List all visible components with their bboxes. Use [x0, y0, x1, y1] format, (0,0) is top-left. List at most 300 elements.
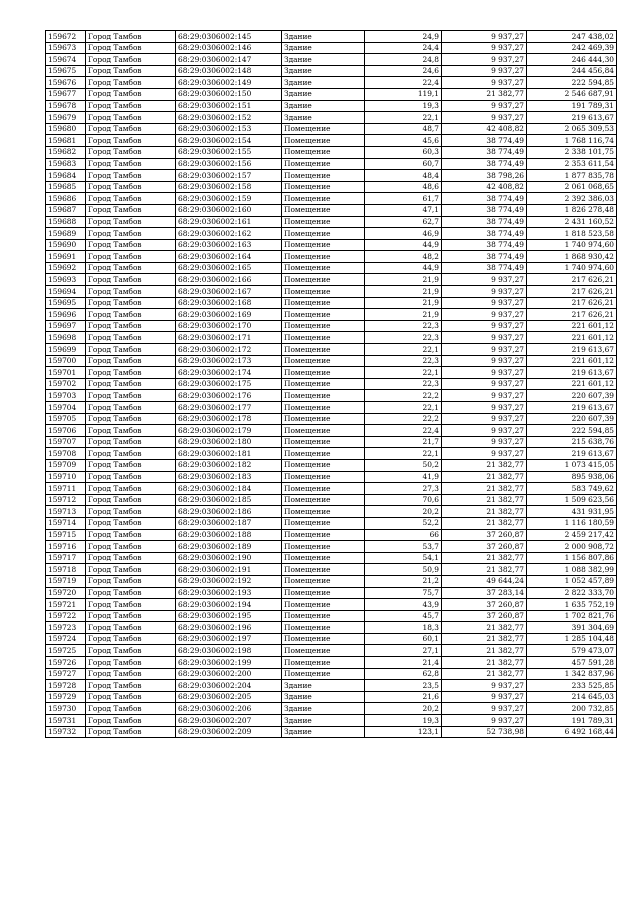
specific-value-cell: 21 382,77 [442, 668, 527, 680]
table-row [46, 135, 617, 147]
specific-value-cell: 37 260,87 [442, 529, 527, 541]
cadastral-number-cell: 68:29:0306002:186 [176, 506, 282, 518]
cadastral-value-cell: 6 492 168,44 [527, 726, 617, 738]
city-cell: Город Тамбов [86, 193, 176, 205]
table-row [46, 286, 617, 298]
table-body [46, 31, 617, 738]
area-cell: 48,2 [365, 251, 442, 263]
cadastral-value-cell: 2 459 217,42 [527, 529, 617, 541]
row-number-cell: 159700 [46, 355, 86, 367]
city-cell: Город Тамбов [86, 494, 176, 506]
object-type-cell: Помещение [282, 425, 365, 437]
table-row [46, 715, 617, 727]
city-cell: Город Тамбов [86, 77, 176, 89]
cadastral-number-cell: 68:29:0306002:148 [176, 65, 282, 77]
table-row [46, 181, 617, 193]
cadastral-value-cell: 242 469,39 [527, 42, 617, 54]
cadastral-value-cell: 1 073 415,05 [527, 459, 617, 471]
area-cell: 21,9 [365, 309, 442, 321]
specific-value-cell: 42 408,82 [442, 123, 527, 135]
cadastral-value-cell: 217 626,21 [527, 297, 617, 309]
row-number-cell: 159732 [46, 726, 86, 738]
cadastral-value-cell: 2 392 386,03 [527, 193, 617, 205]
cadastral-number-cell: 68:29:0306002:160 [176, 204, 282, 216]
row-number-cell: 159726 [46, 657, 86, 669]
specific-value-cell: 21 382,77 [442, 483, 527, 495]
row-number-cell: 159677 [46, 88, 86, 100]
cadastral-value-cell: 1 818 523,58 [527, 228, 617, 240]
object-type-cell: Здание [282, 42, 365, 54]
row-number-cell: 159682 [46, 146, 86, 158]
table-row [46, 262, 617, 274]
city-cell: Город Тамбов [86, 31, 176, 43]
table-row [46, 494, 617, 506]
cadastral-value-cell: 1 285 104,48 [527, 633, 617, 645]
city-cell: Город Тамбов [86, 309, 176, 321]
area-cell: 22,2 [365, 413, 442, 425]
row-number-cell: 159683 [46, 158, 86, 170]
row-number-cell: 159731 [46, 715, 86, 727]
table-row [46, 146, 617, 158]
city-cell: Город Тамбов [86, 448, 176, 460]
row-number-cell: 159673 [46, 42, 86, 54]
row-number-cell: 159696 [46, 309, 86, 321]
specific-value-cell: 9 937,27 [442, 402, 527, 414]
object-type-cell: Помещение [282, 123, 365, 135]
specific-value-cell: 9 937,27 [442, 344, 527, 356]
area-cell: 22,2 [365, 390, 442, 402]
cadastral-value-cell: 220 607,39 [527, 390, 617, 402]
city-cell: Город Тамбов [86, 135, 176, 147]
object-type-cell: Помещение [282, 564, 365, 576]
table-row [46, 228, 617, 240]
cadastral-number-cell: 68:29:0306002:151 [176, 100, 282, 112]
table-row [46, 390, 617, 402]
cadastral-number-cell: 68:29:0306002:166 [176, 274, 282, 286]
object-type-cell: Здание [282, 726, 365, 738]
cadastral-number-cell: 68:29:0306002:196 [176, 622, 282, 634]
area-cell: 53,7 [365, 541, 442, 553]
row-number-cell: 159722 [46, 610, 86, 622]
cadastral-value-cell: 1 635 752,19 [527, 599, 617, 611]
cadastral-value-cell: 1 868 930,42 [527, 251, 617, 263]
object-type-cell: Здание [282, 691, 365, 703]
city-cell: Город Тамбов [86, 436, 176, 448]
city-cell: Город Тамбов [86, 610, 176, 622]
table-row [46, 88, 617, 100]
row-number-cell: 159713 [46, 506, 86, 518]
row-number-cell: 159685 [46, 181, 86, 193]
area-cell: 21,6 [365, 691, 442, 703]
specific-value-cell: 21 382,77 [442, 88, 527, 100]
specific-value-cell: 21 382,77 [442, 494, 527, 506]
area-cell: 41,9 [365, 471, 442, 483]
row-number-cell: 159688 [46, 216, 86, 228]
cadastral-number-cell: 68:29:0306002:191 [176, 564, 282, 576]
cadastral-number-cell: 68:29:0306002:199 [176, 657, 282, 669]
cadastral-number-cell: 68:29:0306002:145 [176, 31, 282, 43]
specific-value-cell: 9 937,27 [442, 448, 527, 460]
specific-value-cell: 38 774,49 [442, 228, 527, 240]
table-row [46, 657, 617, 669]
specific-value-cell: 21 382,77 [442, 552, 527, 564]
cadastral-value-cell: 217 626,21 [527, 286, 617, 298]
cadastral-number-cell: 68:29:0306002:182 [176, 459, 282, 471]
object-type-cell: Помещение [282, 610, 365, 622]
city-cell: Город Тамбов [86, 378, 176, 390]
cadastral-number-cell: 68:29:0306002:163 [176, 239, 282, 251]
row-number-cell: 159697 [46, 320, 86, 332]
area-cell: 24,6 [365, 65, 442, 77]
table-row [46, 297, 617, 309]
object-type-cell: Здание [282, 31, 365, 43]
cadastral-number-cell: 68:29:0306002:189 [176, 541, 282, 553]
specific-value-cell: 49 644,24 [442, 575, 527, 587]
city-cell: Город Тамбов [86, 344, 176, 356]
city-cell: Город Тамбов [86, 170, 176, 182]
row-number-cell: 159675 [46, 65, 86, 77]
table-row [46, 344, 617, 356]
specific-value-cell: 21 382,77 [442, 633, 527, 645]
object-type-cell: Помещение [282, 633, 365, 645]
object-type-cell: Помещение [282, 541, 365, 553]
table-row [46, 355, 617, 367]
row-number-cell: 159687 [46, 204, 86, 216]
table-row [46, 483, 617, 495]
area-cell: 50,9 [365, 564, 442, 576]
area-cell: 22,3 [365, 320, 442, 332]
row-number-cell: 159716 [46, 541, 86, 553]
cadastral-number-cell: 68:29:0306002:159 [176, 193, 282, 205]
object-type-cell: Помещение [282, 193, 365, 205]
city-cell: Город Тамбов [86, 529, 176, 541]
cadastral-value-cell: 244 456,84 [527, 65, 617, 77]
row-number-cell: 159721 [46, 599, 86, 611]
area-cell: 60,3 [365, 146, 442, 158]
specific-value-cell: 9 937,27 [442, 54, 527, 66]
city-cell: Город Тамбов [86, 390, 176, 402]
table-row [46, 448, 617, 460]
table-row [46, 413, 617, 425]
table-row [46, 378, 617, 390]
cadastral-number-cell: 68:29:0306002:177 [176, 402, 282, 414]
cadastral-value-cell: 391 304,69 [527, 622, 617, 634]
city-cell: Город Тамбов [86, 54, 176, 66]
row-number-cell: 159729 [46, 691, 86, 703]
area-cell: 19,3 [365, 715, 442, 727]
city-cell: Город Тамбов [86, 715, 176, 727]
cadastral-value-cell: 583 749,62 [527, 483, 617, 495]
cadastral-value-cell: 221 601,12 [527, 378, 617, 390]
specific-value-cell: 37 283,14 [442, 587, 527, 599]
specific-value-cell: 37 260,87 [442, 610, 527, 622]
table-row [46, 506, 617, 518]
row-number-cell: 159680 [46, 123, 86, 135]
object-type-cell: Помещение [282, 332, 365, 344]
area-cell: 21,9 [365, 297, 442, 309]
city-cell: Город Тамбов [86, 100, 176, 112]
cadastral-number-cell: 68:29:0306002:194 [176, 599, 282, 611]
object-type-cell: Помещение [282, 344, 365, 356]
city-cell: Город Тамбов [86, 42, 176, 54]
object-type-cell: Помещение [282, 390, 365, 402]
specific-value-cell: 42 408,82 [442, 181, 527, 193]
object-type-cell: Здание [282, 65, 365, 77]
city-cell: Город Тамбов [86, 297, 176, 309]
row-number-cell: 159704 [46, 402, 86, 414]
cadastral-value-cell: 1 826 278,48 [527, 204, 617, 216]
cadastral-value-cell: 247 438,02 [527, 31, 617, 43]
row-number-cell: 159725 [46, 645, 86, 657]
specific-value-cell: 9 937,27 [442, 274, 527, 286]
cadastral-number-cell: 68:29:0306002:170 [176, 320, 282, 332]
cadastral-number-cell: 68:29:0306002:172 [176, 344, 282, 356]
cadastral-value-cell: 1 877 835,78 [527, 170, 617, 182]
cadastral-number-cell: 68:29:0306002:193 [176, 587, 282, 599]
cadastral-value-cell: 233 525,85 [527, 680, 617, 692]
cadastral-value-cell: 457 591,28 [527, 657, 617, 669]
cadastral-number-cell: 68:29:0306002:180 [176, 436, 282, 448]
table-row [46, 251, 617, 263]
cadastral-value-cell: 2 065 309,53 [527, 123, 617, 135]
specific-value-cell: 9 937,27 [442, 65, 527, 77]
object-type-cell: Помещение [282, 575, 365, 587]
table-row [46, 633, 617, 645]
cadastral-value-cell: 1 740 974,60 [527, 262, 617, 274]
table-row [46, 552, 617, 564]
object-type-cell: Здание [282, 88, 365, 100]
table-row [46, 31, 617, 43]
cadastral-number-cell: 68:29:0306002:168 [176, 297, 282, 309]
cadastral-number-cell: 68:29:0306002:204 [176, 680, 282, 692]
city-cell: Город Тамбов [86, 216, 176, 228]
specific-value-cell: 9 937,27 [442, 715, 527, 727]
city-cell: Город Тамбов [86, 402, 176, 414]
cadastral-number-cell: 68:29:0306002:187 [176, 517, 282, 529]
row-number-cell: 159708 [46, 448, 86, 460]
row-number-cell: 159686 [46, 193, 86, 205]
row-number-cell: 159710 [46, 471, 86, 483]
area-cell: 44,9 [365, 262, 442, 274]
city-cell: Город Тамбов [86, 599, 176, 611]
city-cell: Город Тамбов [86, 204, 176, 216]
cadastral-number-cell: 68:29:0306002:183 [176, 471, 282, 483]
city-cell: Город Тамбов [86, 633, 176, 645]
object-type-cell: Помещение [282, 135, 365, 147]
table-row [46, 332, 617, 344]
cadastral-number-cell: 68:29:0306002:184 [176, 483, 282, 495]
area-cell: 22,1 [365, 112, 442, 124]
object-type-cell: Помещение [282, 517, 365, 529]
city-cell: Город Тамбов [86, 668, 176, 680]
specific-value-cell: 9 937,27 [442, 100, 527, 112]
table-row [46, 158, 617, 170]
row-number-cell: 159678 [46, 100, 86, 112]
specific-value-cell: 21 382,77 [442, 459, 527, 471]
cadastral-number-cell: 68:29:0306002:167 [176, 286, 282, 298]
object-type-cell: Помещение [282, 402, 365, 414]
city-cell: Город Тамбов [86, 587, 176, 599]
object-type-cell: Здание [282, 100, 365, 112]
object-type-cell: Помещение [282, 448, 365, 460]
object-type-cell: Помещение [282, 471, 365, 483]
object-type-cell: Помещение [282, 459, 365, 471]
table-row [46, 622, 617, 634]
city-cell: Город Тамбов [86, 517, 176, 529]
specific-value-cell: 9 937,27 [442, 390, 527, 402]
specific-value-cell: 21 382,77 [442, 645, 527, 657]
row-number-cell: 159718 [46, 564, 86, 576]
cadastral-value-cell: 1 342 837,96 [527, 668, 617, 680]
specific-value-cell: 9 937,27 [442, 31, 527, 43]
object-type-cell: Помещение [282, 587, 365, 599]
cadastral-value-cell: 2 000 908,72 [527, 541, 617, 553]
row-number-cell: 159693 [46, 274, 86, 286]
cadastral-number-cell: 68:29:0306002:209 [176, 726, 282, 738]
city-cell: Город Тамбов [86, 123, 176, 135]
cadastral-number-cell: 68:29:0306002:147 [176, 54, 282, 66]
cadastral-value-cell: 219 613,67 [527, 402, 617, 414]
specific-value-cell: 38 774,49 [442, 193, 527, 205]
specific-value-cell: 9 937,27 [442, 355, 527, 367]
cadastral-number-cell: 68:29:0306002:192 [176, 575, 282, 587]
cadastral-number-cell: 68:29:0306002:153 [176, 123, 282, 135]
row-number-cell: 159727 [46, 668, 86, 680]
cadastral-number-cell: 68:29:0306002:197 [176, 633, 282, 645]
area-cell: 48,6 [365, 181, 442, 193]
cadastral-value-cell: 221 601,12 [527, 320, 617, 332]
specific-value-cell: 38 774,49 [442, 146, 527, 158]
object-type-cell: Помещение [282, 413, 365, 425]
area-cell: 119,1 [365, 88, 442, 100]
cadastral-number-cell: 68:29:0306002:174 [176, 367, 282, 379]
row-number-cell: 159692 [46, 262, 86, 274]
cadastral-number-cell: 68:29:0306002:165 [176, 262, 282, 274]
cadastral-number-cell: 68:29:0306002:154 [176, 135, 282, 147]
data-table [45, 30, 617, 738]
object-type-cell: Помещение [282, 668, 365, 680]
specific-value-cell: 9 937,27 [442, 367, 527, 379]
specific-value-cell: 38 774,49 [442, 239, 527, 251]
cadastral-value-cell: 191 789,31 [527, 715, 617, 727]
cadastral-number-cell: 68:29:0306002:169 [176, 309, 282, 321]
specific-value-cell: 38 798,26 [442, 170, 527, 182]
specific-value-cell: 38 774,49 [442, 158, 527, 170]
table-row [46, 239, 617, 251]
city-cell: Город Тамбов [86, 506, 176, 518]
row-number-cell: 159724 [46, 633, 86, 645]
specific-value-cell: 9 937,27 [442, 703, 527, 715]
table-row [46, 668, 617, 680]
table-row [46, 425, 617, 437]
city-cell: Город Тамбов [86, 552, 176, 564]
area-cell: 21,2 [365, 575, 442, 587]
cadastral-value-cell: 221 601,12 [527, 355, 617, 367]
cadastral-value-cell: 220 607,39 [527, 413, 617, 425]
area-cell: 22,4 [365, 77, 442, 89]
cadastral-value-cell: 214 645,03 [527, 691, 617, 703]
city-cell: Город Тамбов [86, 645, 176, 657]
object-type-cell: Помещение [282, 483, 365, 495]
object-type-cell: Здание [282, 703, 365, 715]
area-cell: 45,6 [365, 135, 442, 147]
object-type-cell: Помещение [282, 367, 365, 379]
city-cell: Город Тамбов [86, 541, 176, 553]
row-number-cell: 159689 [46, 228, 86, 240]
area-cell: 45,7 [365, 610, 442, 622]
specific-value-cell: 52 738,98 [442, 726, 527, 738]
city-cell: Город Тамбов [86, 459, 176, 471]
area-cell: 22,3 [365, 355, 442, 367]
area-cell: 62,7 [365, 216, 442, 228]
cadastral-number-cell: 68:29:0306002:205 [176, 691, 282, 703]
area-cell: 54,1 [365, 552, 442, 564]
area-cell: 27,1 [365, 645, 442, 657]
area-cell: 22,1 [365, 367, 442, 379]
table-row [46, 599, 617, 611]
specific-value-cell: 21 382,77 [442, 517, 527, 529]
city-cell: Город Тамбов [86, 471, 176, 483]
specific-value-cell: 38 774,49 [442, 135, 527, 147]
row-number-cell: 159714 [46, 517, 86, 529]
table-row [46, 691, 617, 703]
cadastral-value-cell: 2 338 101,75 [527, 146, 617, 158]
object-type-cell: Здание [282, 77, 365, 89]
row-number-cell: 159728 [46, 680, 86, 692]
object-type-cell: Помещение [282, 239, 365, 251]
row-number-cell: 159723 [46, 622, 86, 634]
area-cell: 22,1 [365, 448, 442, 460]
area-cell: 48,7 [365, 123, 442, 135]
cadastral-number-cell: 68:29:0306002:149 [176, 77, 282, 89]
specific-value-cell: 21 382,77 [442, 657, 527, 669]
object-type-cell: Помещение [282, 645, 365, 657]
table-row [46, 54, 617, 66]
row-number-cell: 159712 [46, 494, 86, 506]
area-cell: 22,3 [365, 378, 442, 390]
specific-value-cell: 9 937,27 [442, 332, 527, 344]
city-cell: Город Тамбов [86, 332, 176, 344]
object-type-cell: Помещение [282, 599, 365, 611]
area-cell: 123,1 [365, 726, 442, 738]
area-cell: 60,7 [365, 158, 442, 170]
cadastral-number-cell: 68:29:0306002:155 [176, 146, 282, 158]
area-cell: 47,1 [365, 204, 442, 216]
city-cell: Город Тамбов [86, 680, 176, 692]
area-cell: 21,7 [365, 436, 442, 448]
specific-value-cell: 9 937,27 [442, 436, 527, 448]
city-cell: Город Тамбов [86, 657, 176, 669]
row-number-cell: 159702 [46, 378, 86, 390]
table-row [46, 610, 617, 622]
area-cell: 22,1 [365, 344, 442, 356]
city-cell: Город Тамбов [86, 286, 176, 298]
city-cell: Город Тамбов [86, 251, 176, 263]
table-row [46, 471, 617, 483]
area-cell: 22,3 [365, 332, 442, 344]
table-row [46, 529, 617, 541]
cadastral-value-cell: 217 626,21 [527, 274, 617, 286]
area-cell: 18,3 [365, 622, 442, 634]
object-type-cell: Помещение [282, 494, 365, 506]
city-cell: Город Тамбов [86, 622, 176, 634]
cadastral-number-cell: 68:29:0306002:150 [176, 88, 282, 100]
city-cell: Город Тамбов [86, 575, 176, 587]
city-cell: Город Тамбов [86, 367, 176, 379]
row-number-cell: 159681 [46, 135, 86, 147]
specific-value-cell: 37 260,87 [442, 541, 527, 553]
city-cell: Город Тамбов [86, 65, 176, 77]
